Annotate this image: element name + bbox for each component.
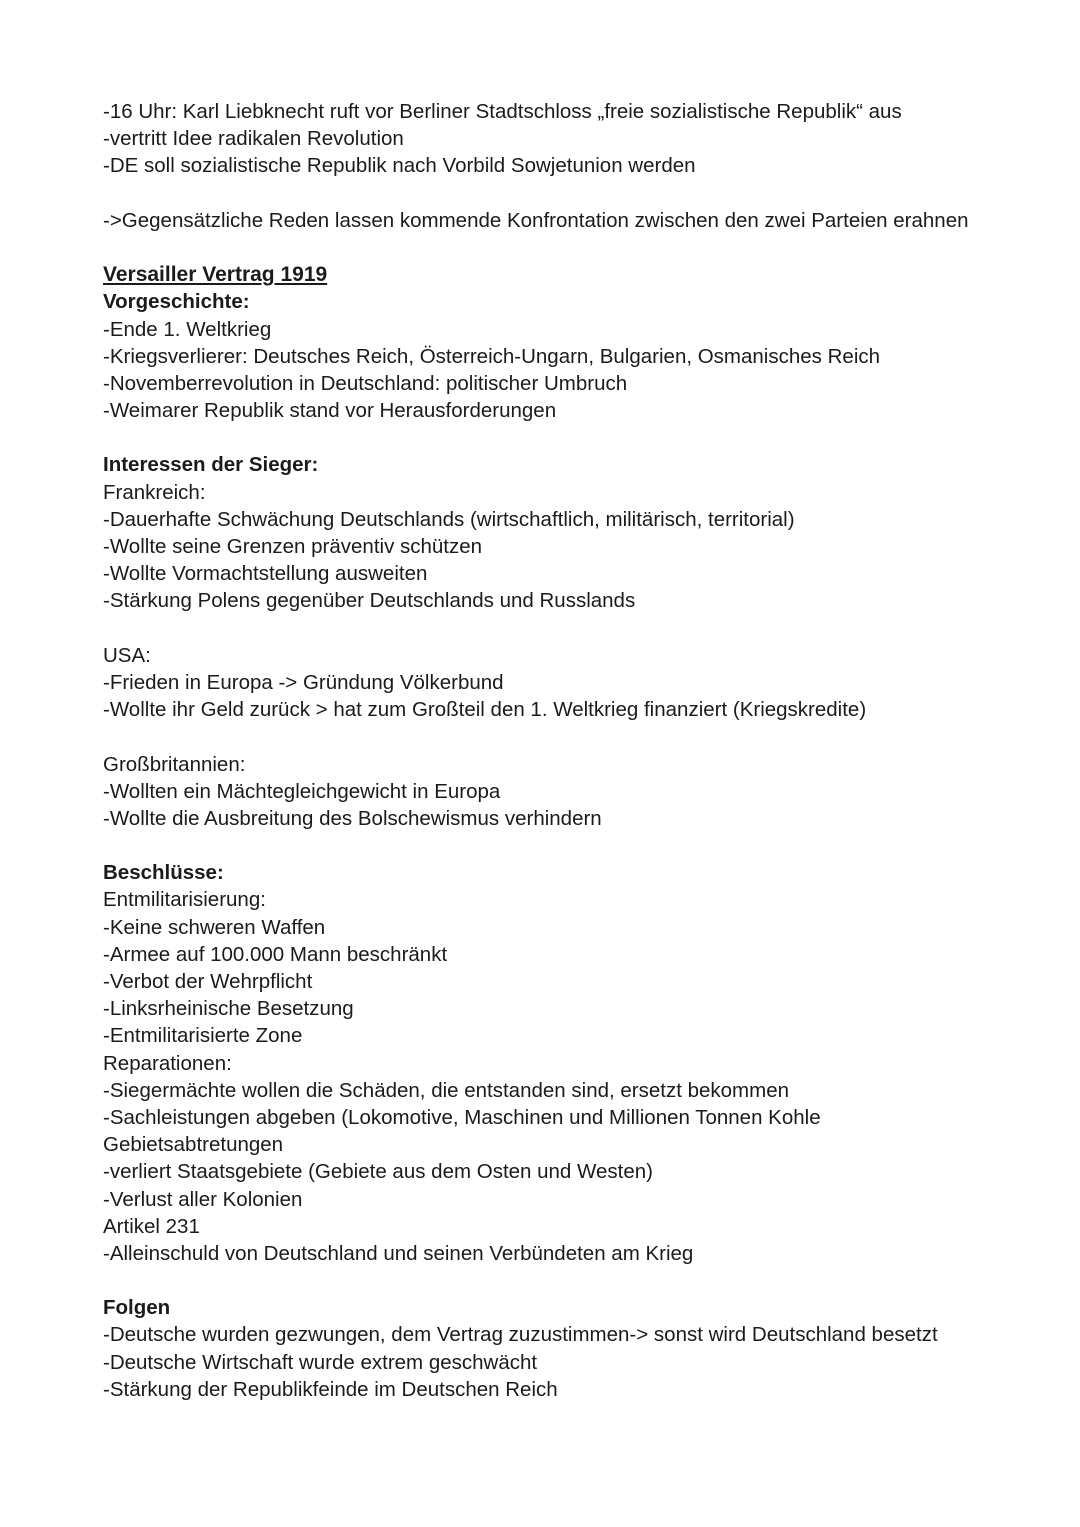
decisions-heading: Beschlüsse: bbox=[103, 861, 224, 885]
usa-item: -Wollte ihr Geld zurück > hat zum Großteil den 1. Weltkrieg finanziert (Kriegskredite) bbox=[103, 698, 867, 722]
territory-item: -Verlust aller Kolonien bbox=[103, 1187, 303, 1211]
demilitarization-item: -Verbot der Wehrpflicht bbox=[103, 970, 313, 993]
demilitarization-item: -Keine schweren Waffen bbox=[103, 915, 326, 939]
consequences-item: -Deutsche Wirtschaft wurde extrem geschwächt bbox=[103, 1350, 538, 1374]
reparations-label: Reparationen: bbox=[103, 1051, 232, 1075]
france-item: -Stärkung Polens gegenüber Deutschlands und Russlands bbox=[103, 589, 636, 613]
usa-label: USA: bbox=[103, 643, 151, 667]
article-label: Artikel 231 bbox=[103, 1214, 200, 1238]
territory-label: Gebietsabtretungen bbox=[103, 1133, 284, 1157]
spacer bbox=[103, 424, 1003, 451]
spacer bbox=[103, 180, 1003, 207]
background-heading: Vorgeschichte: bbox=[103, 290, 250, 314]
demilitarization-item: -Linksrheinische Besetzung bbox=[103, 997, 354, 1021]
consequences-item: -Deutsche wurden gezwungen, dem Vertrag zuzustimmen-> sonst wird Deutschland besetzt bbox=[103, 1323, 938, 1347]
demilitarization-label: Entmilitarisierung: bbox=[103, 888, 266, 912]
background-item: -Weimarer Republik stand vor Herausforderungen bbox=[103, 399, 557, 423]
france-item: -Wollte seine Grenzen präventiv schützen bbox=[103, 535, 483, 558]
intro-conclusion: ->Gegensätzliche Reden lassen kommende Konfrontation zwischen den zwei Parteien erahnen bbox=[103, 208, 969, 232]
reparations-item: -Sachleistungen abgeben (Lokomotive, Maschinen und Millionen Tonnen Kohle bbox=[103, 1105, 821, 1129]
spacer bbox=[103, 1267, 1003, 1294]
britain-item: -Wollten ein Mächtegleichgewicht in Europa bbox=[103, 779, 501, 803]
background-item: -Ende 1. Weltkrieg bbox=[103, 317, 272, 341]
france-item: -Dauerhafte Schwächung Deutschlands (wirtschaftlich, militärisch, territorial) bbox=[103, 507, 795, 531]
france-label: Frankreich: bbox=[103, 480, 206, 504]
britain-label: Großbritannien: bbox=[103, 752, 246, 776]
spacer bbox=[103, 723, 1003, 750]
article-item: -Alleinschuld von Deutschland und seinen Verbündeten am Krieg bbox=[103, 1241, 694, 1265]
demilitarization-item: -Armee auf 100.000 Mann beschränkt bbox=[103, 942, 448, 966]
background-item: -Kriegsverlierer: Deutsches Reich, Österreich-Ungarn, Bulgarien, Osmanisches Reich bbox=[103, 344, 881, 368]
section-title: Versailler Vertrag 1919 bbox=[103, 263, 328, 287]
consequences-heading: Folgen bbox=[103, 1296, 171, 1320]
usa-item: -Frieden in Europa -> Gründung Völkerbund bbox=[103, 670, 504, 694]
interests-heading: Interessen der Sieger: bbox=[103, 453, 319, 477]
reparations-item: -Siegermächte wollen die Schäden, die entstanden sind, ersetzt bekommen bbox=[103, 1078, 790, 1102]
territory-item: -verliert Staatsgebiete (Gebiete aus dem Osten und Westen) bbox=[103, 1160, 653, 1184]
britain-item: -Wollte die Ausbreitung des Bolschewismus verhindern bbox=[103, 806, 602, 830]
demilitarization-item: -Entmilitarisierte Zone bbox=[103, 1024, 303, 1048]
spacer bbox=[103, 234, 1003, 261]
spacer bbox=[103, 832, 1003, 859]
spacer bbox=[103, 615, 1003, 642]
intro-line: -16 Uhr: Karl Liebknecht ruft vor Berliner Stadtschloss „freie sozialistische Republik“ aus bbox=[103, 100, 902, 123]
intro-line: -DE soll sozialistische Republik nach Vorbild Sowjetunion werden bbox=[103, 154, 696, 178]
consequences-item: -Stärkung der Republikfeinde im Deutschen Reich bbox=[103, 1377, 558, 1401]
document-page bbox=[103, 98, 1003, 1403]
france-item: -Wollte Vormachtstellung ausweiten bbox=[103, 562, 428, 586]
intro-line: -vertritt Idee radikalen Revolution bbox=[103, 127, 404, 151]
background-item: -Novemberrevolution in Deutschland: politischer Umbruch bbox=[103, 371, 628, 395]
